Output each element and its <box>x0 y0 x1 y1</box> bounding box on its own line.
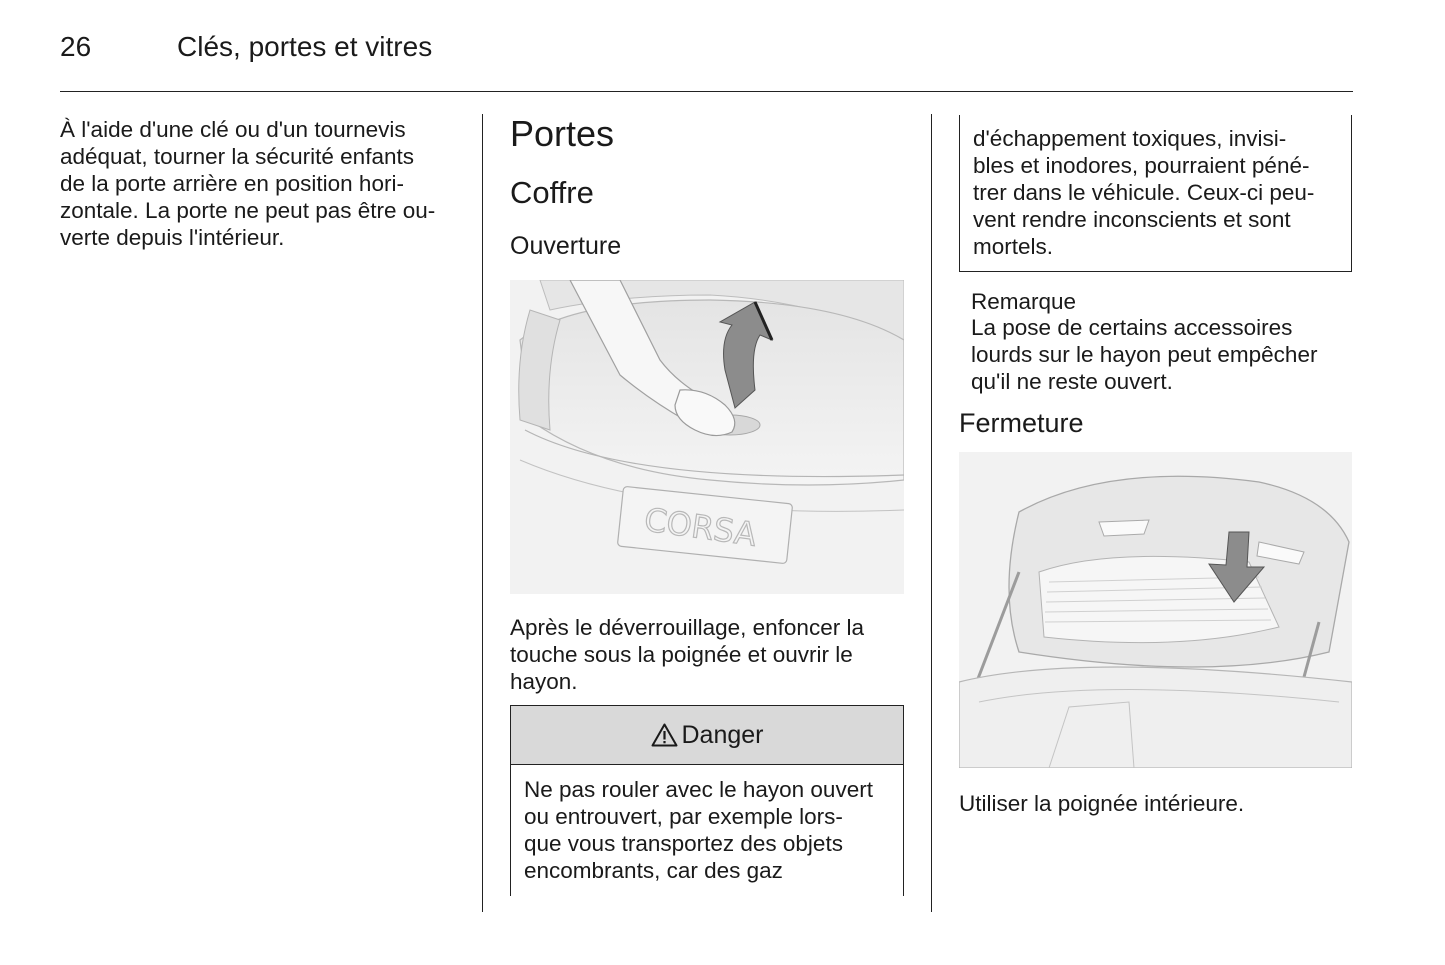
text-line: encombrants, car des gaz <box>524 858 783 883</box>
text-line: qu'il ne reste ouvert. <box>971 369 1173 394</box>
text-line: de la porte arrière en position hori- <box>60 171 404 196</box>
tailgate-closing-illustration <box>959 452 1352 768</box>
header-rule <box>60 91 1353 92</box>
tailgate-opening-illustration <box>510 280 904 594</box>
heading-fermeture: Fermeture <box>959 408 1084 438</box>
text-line: zontale. La porte ne peut pas être ou- <box>60 198 436 223</box>
running-head: Clés, portes et vitres <box>177 31 433 62</box>
page-number: 26 <box>60 31 92 62</box>
heading-portes: Portes <box>510 113 615 154</box>
text-line: Après le déverrouillage, enfoncer la <box>510 615 864 640</box>
danger-box <box>510 705 904 896</box>
text-line: trer dans le véhicule. Ceux-ci peu- <box>973 180 1315 205</box>
remarque-text <box>971 314 1351 395</box>
closing-paragraph: Utiliser la poignée intérieure. <box>959 791 1245 816</box>
text-line: vent rendre inconscients et sont <box>973 207 1291 232</box>
remarque-label: Remarque <box>971 289 1077 314</box>
text-line: adéquat, tourner la sécurité enfants <box>60 144 414 169</box>
danger-title: Danger <box>681 720 764 749</box>
column-rule-right <box>931 114 932 912</box>
column-rule-left <box>482 114 483 912</box>
text-line: ou entrouvert, par exemple lors- <box>524 804 843 829</box>
text-line: La pose de certains accessoires <box>971 315 1293 340</box>
danger-box-continued <box>959 115 1352 272</box>
text-line: verte depuis l'intérieur. <box>60 225 285 250</box>
heading-ouverture: Ouverture <box>510 232 622 260</box>
text-line: mortels. <box>973 234 1054 259</box>
text-line: hayon. <box>510 669 578 694</box>
text-line: touche sous la poignée et ouvrir le <box>510 642 853 667</box>
child-lock-paragraph <box>60 116 460 251</box>
danger-header <box>511 706 903 765</box>
warning-triangle-icon <box>651 723 678 747</box>
heading-coffre: Coffre <box>510 175 594 210</box>
opening-paragraph <box>510 614 904 695</box>
text-line: À l'aide d'une clé ou d'un tournevis <box>60 117 406 142</box>
text-line: que vous transportez des objets <box>524 831 843 856</box>
plate-text: CORSA <box>642 500 759 554</box>
text-line: lourds sur le hayon peut empêcher <box>971 342 1318 367</box>
text-line: Ne pas rouler avec le hayon ouvert <box>524 777 873 802</box>
text-line: bles et inodores, pourraient péné- <box>973 153 1310 178</box>
danger-body <box>511 765 903 884</box>
text-line: d'échappement toxiques, invisi- <box>973 126 1287 151</box>
